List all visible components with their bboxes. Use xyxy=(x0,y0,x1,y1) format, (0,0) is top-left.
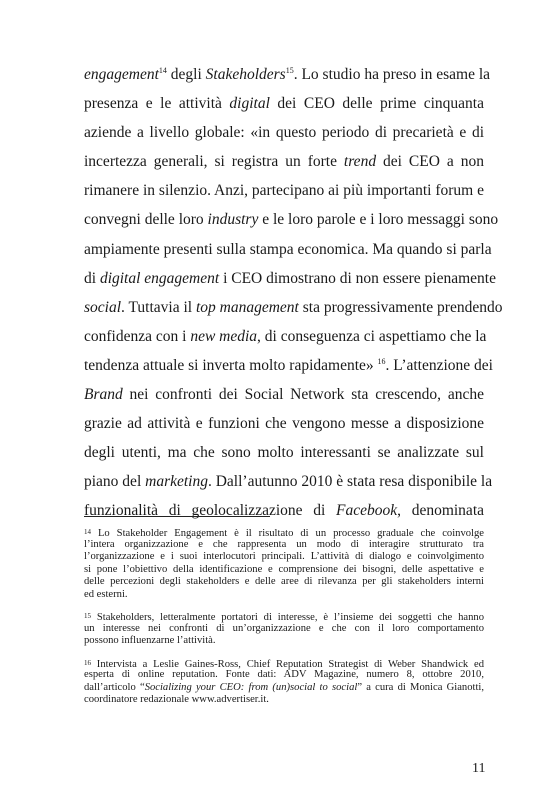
body-line xyxy=(84,380,484,409)
body-line xyxy=(84,409,484,438)
text-run: ed esterni. xyxy=(84,588,128,600)
text-run: confidenza con i xyxy=(84,327,191,345)
footnote-number: 15 xyxy=(84,612,91,620)
body-text xyxy=(84,60,503,526)
text-run: l’intera organizzazione e che rappresenta un modo di interagire strutturato tra xyxy=(84,538,484,550)
text-run: degli utenti, ma che sono molto interessanti se analizzate sul xyxy=(84,444,484,462)
body-line xyxy=(84,147,484,176)
text-run: piano del xyxy=(84,473,146,491)
text-run: delle percezioni degli stakeholders e delle aree di rilevanza per gli stakeholders interni xyxy=(84,576,484,587)
footnote-reference: 14 xyxy=(158,65,167,75)
footnote-16 xyxy=(84,657,484,707)
italic-text: Stakeholders xyxy=(205,66,286,83)
footnote-line xyxy=(84,564,484,577)
italic-text: Brand xyxy=(84,386,123,404)
footnote-number: 16 xyxy=(84,658,91,667)
text-run: presenza e le attività xyxy=(84,95,230,113)
footnote-reference: 15 xyxy=(285,65,294,75)
body-line xyxy=(84,467,493,496)
italic-text: social xyxy=(84,298,122,316)
italic-text: new media xyxy=(190,327,258,345)
italic-text: Socializing your CEO: from (un)social to social xyxy=(144,681,358,693)
text-run: l’organizzazione e i suoi interlocutori principali. L’attività di dialogo e coinvolgimento xyxy=(84,551,484,562)
body-line xyxy=(84,322,487,351)
footnote-line xyxy=(84,610,484,623)
italic-text: digital xyxy=(229,95,270,113)
footnote-line xyxy=(84,589,484,602)
footnote-line xyxy=(84,682,484,695)
text-run: grazie ad attività e funzioni che vengono messe a disposizione xyxy=(84,415,484,433)
text-run: si pone l’obiettivo della identificazione e comprensione dei bisogni, delle aspettative e xyxy=(84,563,484,575)
text-run: i CEO dimostrano di non essere pienamente xyxy=(219,269,496,287)
text-run: tendenza attuale si inverta molto rapidamente» xyxy=(84,356,378,374)
text-run: rimanere in silenzio. Anzi, partecipano ai più importanti forum e xyxy=(84,182,484,200)
text-run: esperta di online reputation. Fonte dati: ADV Magazine, numero 8, ottobre 2010, xyxy=(84,669,484,680)
body-line xyxy=(84,176,484,205)
text-run: Lo Stakeholder Engagement è il risultato di un processo graduale che coinvolge xyxy=(91,528,484,539)
italic-text: industry xyxy=(207,211,259,229)
footnote-line xyxy=(84,669,484,682)
body-line xyxy=(84,89,484,118)
text-run: dei CEO a non xyxy=(376,153,484,171)
footnote-line xyxy=(84,551,484,564)
text-run: nei confronti dei Social Network sta crescendo, anche xyxy=(122,386,484,404)
text-run: ” a cura di Monica Gianotti, xyxy=(357,681,484,693)
footnote-line xyxy=(84,657,484,670)
text-run: di xyxy=(84,269,100,287)
italic-text: marketing xyxy=(145,473,208,491)
text-run: dall’articolo “ xyxy=(84,681,145,693)
footnote-separator xyxy=(84,516,270,517)
footnote-line xyxy=(84,576,484,589)
footnotes xyxy=(84,526,484,716)
text-run: . Tuttavia il xyxy=(121,298,196,316)
text-run: convegni delle loro xyxy=(84,211,208,229)
footnote-line xyxy=(84,539,484,552)
text-run: aziende a livello globale: «in questo periodo di precarietà e di xyxy=(84,124,484,142)
body-line xyxy=(84,496,484,525)
body-line xyxy=(84,438,484,467)
text-run: incertezza generali, si registra un forte xyxy=(84,153,344,171)
footnote-14 xyxy=(84,526,484,601)
body-line xyxy=(84,293,503,322)
footnote-15 xyxy=(84,610,484,648)
footnote-line xyxy=(84,694,484,707)
text-run: ampiamente presenti sulla stampa economica. Ma quando si parla xyxy=(84,240,492,258)
text-run: . L’attenzione dei xyxy=(385,356,493,374)
page-number: 11 xyxy=(472,761,486,776)
italic-text: top management xyxy=(195,298,299,316)
footnote-line xyxy=(84,623,484,636)
footnote-line xyxy=(84,635,484,648)
text-run: un interesse nei confronti di un’organizzazione e che con il loro comportamento xyxy=(84,622,484,634)
text-run: coordinatore redazionale www.advertiser.it. xyxy=(84,694,269,705)
text-run: dei CEO delle prime cinquanta xyxy=(269,95,484,113)
italic-text: Facebook xyxy=(336,502,398,520)
body-line xyxy=(84,60,491,89)
text-run: Stakeholders, letteralmente portatori di interesse, è l’insieme dei soggetti che hanno xyxy=(91,612,484,623)
text-run: sta progressivamente prendendo xyxy=(298,298,503,316)
text-run: possono influenzarne l’attività. xyxy=(84,635,216,646)
text-run: . Lo studio ha preso in esame la xyxy=(293,66,491,83)
italic-text: trend xyxy=(343,153,377,171)
text-run: . Dall’autunno 2010 è stata resa disponibile la xyxy=(207,473,493,491)
text-run: degli xyxy=(166,66,206,83)
text-run: funzionalità di geolocalizzazione di xyxy=(84,502,336,520)
italic-text: engagement xyxy=(84,66,159,83)
text-run: Intervista a Leslie Gaines-Ross, Chief Reputation Strategist di Weber Shandwick ed xyxy=(91,658,484,670)
body-line xyxy=(84,235,492,264)
text-run: e le loro parole e i loro messaggi sono xyxy=(258,211,499,229)
text-run: , di conseguenza ci aspettiamo che la xyxy=(257,327,487,345)
body-line xyxy=(84,205,499,234)
footnote-number: 14 xyxy=(84,528,91,536)
body-line xyxy=(84,264,496,293)
body-line xyxy=(84,118,484,147)
footnote-line xyxy=(84,526,484,539)
text-run: , denominata xyxy=(397,502,485,520)
italic-text: digital engagement xyxy=(99,269,220,287)
footnote-reference: 16 xyxy=(377,356,386,366)
body-line xyxy=(84,351,493,380)
